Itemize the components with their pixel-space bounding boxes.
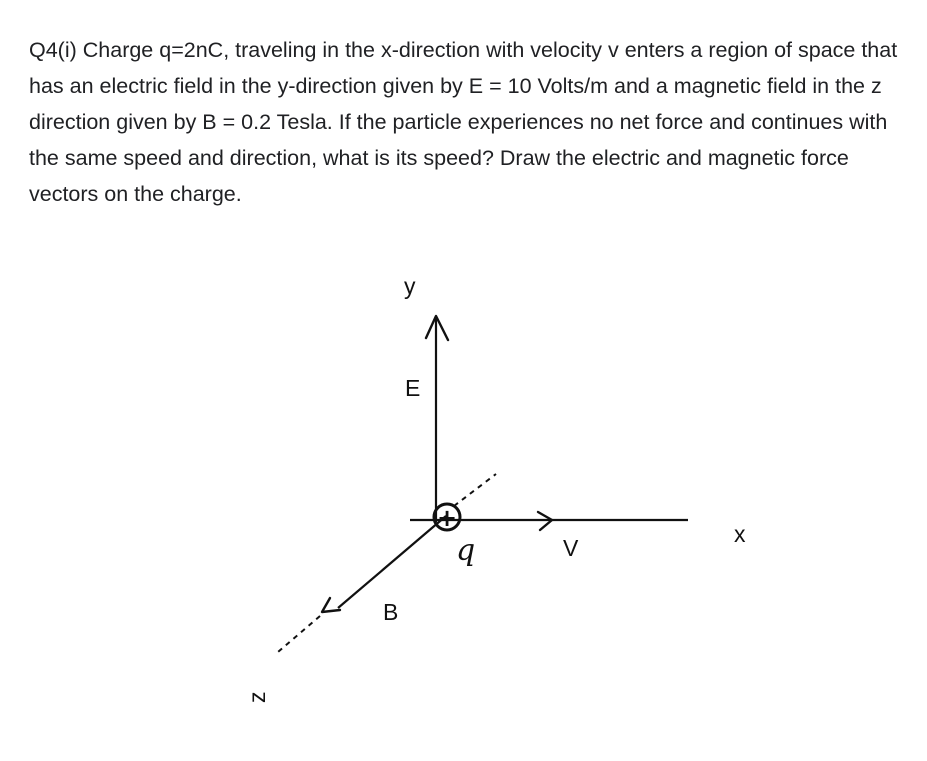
- charge-label: q: [456, 533, 476, 568]
- z-axis-dashed-line: [278, 616, 320, 652]
- b-field-label: B: [383, 599, 399, 625]
- x-axis-label: x: [734, 521, 746, 547]
- e-field-label: E: [405, 375, 421, 401]
- z-axis-label: z: [244, 691, 270, 703]
- velocity-label: V: [563, 535, 579, 561]
- neg-z-dashed-line: [454, 474, 496, 506]
- z-axis-line: [338, 516, 446, 608]
- charge-sign: +: [436, 504, 458, 532]
- question-text: Q4(i) Charge q=2nC, traveling in the x-direction with velocity v enters a region of space that has an electric field in the y-direction given by E = 10 Volts/m and a magnetic field in the z direction given by B = 0.2 Tesla. If the particle experiences no net force and continues with the same speed and direction, what is its speed? Draw the electric and magnetic force vectors on the charge.: [29, 38, 898, 206]
- b-field-arrowhead: [322, 598, 340, 612]
- y-axis-label: y: [404, 273, 416, 299]
